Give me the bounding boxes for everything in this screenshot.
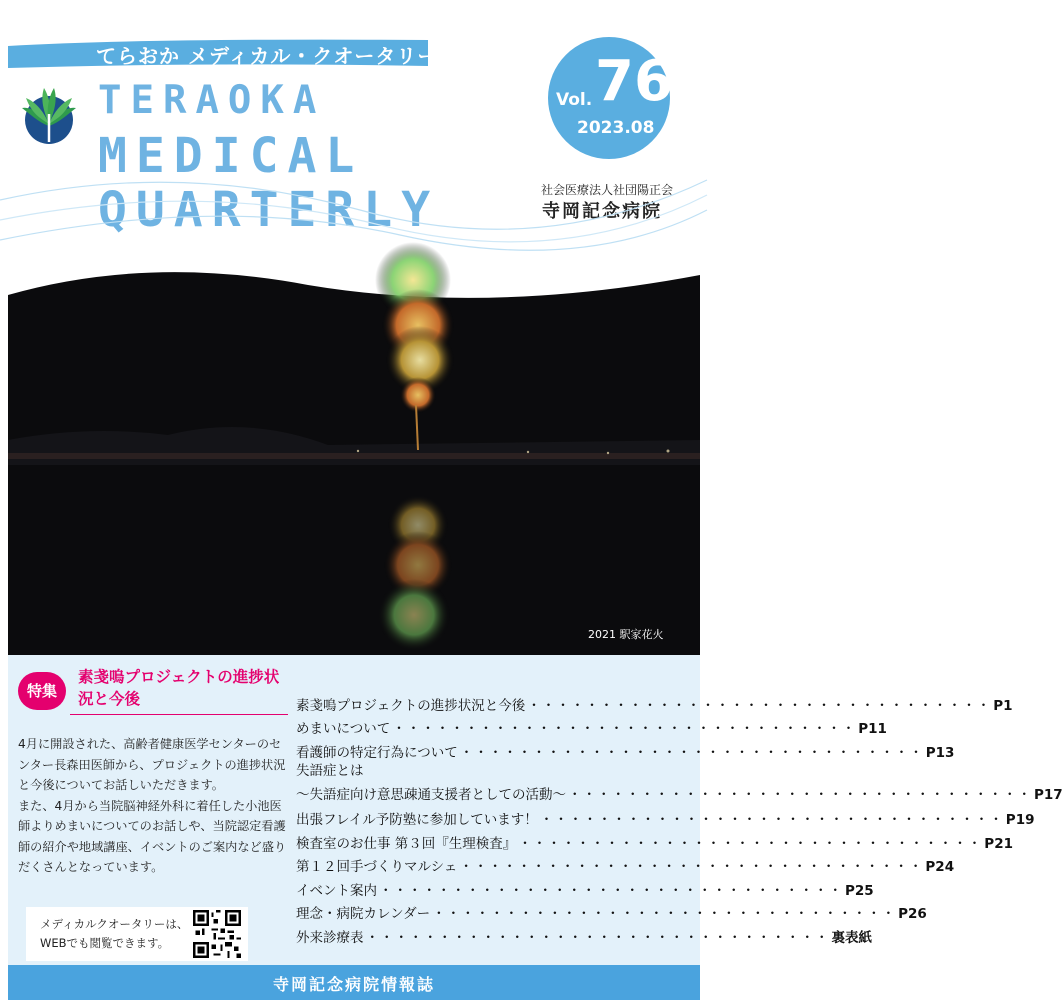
toc-item-title: イベント案内 (296, 882, 377, 899)
issue-date: 2023.08 (577, 118, 655, 138)
toc-leader: ・・・・・・・・・・・・・・・・・・・・・・・・・・・・・・・・ (459, 744, 924, 761)
feature-paragraph-1: 4月に開設された、高齢者健康医学センターのセンター長森田医師から、プロジェクトの進捗状況と今後についてお話しいただきます。 (18, 737, 286, 792)
volume-label: Vol. (556, 90, 593, 110)
toc-item-subtitle: 〜失語症向け意思疎通支援者としての活動〜 (296, 786, 566, 803)
toc-item-page: 裏表紙 (831, 929, 872, 946)
toc-item[interactable] (296, 737, 955, 761)
toc-leader: ・・・・・・・・・・・・・・・・・・・・・・・・・・・・・・・・ (365, 929, 830, 946)
toc-item[interactable] (296, 875, 874, 899)
cover-photo-fireworks (8, 255, 700, 655)
feature-paragraph-2: また、4月から当院脳神経外科に着任した小池医師よりめまいについてのお話しや、当院認定看護師の紹介や地域講座、イベントのご案内など盛りだくさんとなっています。 (18, 798, 287, 874)
table-of-contents (296, 690, 1063, 946)
toc-item[interactable] (296, 899, 927, 923)
feature-badge: 特集 (18, 672, 66, 710)
qr-code-icon[interactable] (193, 910, 241, 958)
web-notice-line-2: WEBでも閲覧できます。 (40, 936, 170, 950)
web-notice-text (40, 915, 190, 953)
toc-item[interactable] (296, 805, 1035, 829)
toc-item[interactable] (296, 714, 887, 738)
toc-leader: ・・・・・・・・・・・・・・・・・・・・・・・・・・・・・・・・ (432, 906, 897, 922)
toc-item-page: P17 (1034, 786, 1063, 803)
toc-item-title: 外来診療表 (296, 929, 364, 946)
title-line-medical: MEDICAL (98, 128, 364, 184)
toc-item[interactable] (296, 761, 1063, 805)
toc-item-title: 失語症とは (296, 762, 364, 779)
toc-item-page: P1 (993, 697, 1013, 714)
toc-item[interactable] (296, 922, 872, 946)
toc-item[interactable] (296, 690, 1013, 714)
toc-item[interactable] (296, 828, 1013, 852)
toc-item-title: 検査室のお仕事 第３回『生理検査』 (296, 835, 517, 852)
toc-item[interactable] (296, 852, 955, 876)
feature-description (18, 734, 293, 878)
toc-item-page: P21 (984, 835, 1013, 852)
web-notice-line-1: メディカルクオータリーは、 (40, 917, 189, 931)
toc-item-title: 素戔嗚プロジェクトの進捗状況と今後 (296, 697, 526, 714)
toc-leader: ・・・・・・・・・・・・・・・・・・・・・・・・・・・・・・・・ (379, 882, 843, 899)
title-line-teraoka: TERAOKA (98, 78, 326, 123)
photo-caption: 2021 駅家花火 (588, 628, 664, 641)
toc-leader: ・・・・・・・・・・・・・・・・・・・・・・・・・・・・・・・・ (518, 835, 983, 852)
kana-title: てらおか メディカル・クオータリー (96, 44, 439, 68)
toc-item-title: 理念・病院カレンダー (296, 906, 431, 922)
toc-item-title: 出張フレイル予防塾に参加しています！ (296, 812, 538, 828)
toc-leader: ・・・・・・・・・・・・・・・・・・・・・・・・・・・・・・・・ (527, 697, 992, 714)
toc-item-page: P26 (898, 906, 927, 922)
toc-item-page: P19 (1005, 812, 1035, 828)
title-line-quarterly: QUARTERLY (98, 182, 440, 238)
volume-number: 76 (595, 49, 673, 114)
feature-divider (70, 714, 288, 715)
decorative-waves (0, 140, 707, 260)
feature-title: 素戔嗚プロジェクトの進捗状況と今後 (78, 668, 280, 708)
organization-corporation: 社会医療法人社団陽正会 (541, 183, 674, 197)
toc-item-title: 第１２回手づくりマルシェ (296, 859, 458, 875)
toc-item-page: P11 (858, 721, 887, 737)
toc-item-page: P25 (845, 882, 874, 899)
toc-leader: ・・・・・・・・・・・・・・・・・・・・・・・・・・・・・・・・ (392, 721, 857, 737)
toc-item-title: 看護師の特定行為について (296, 744, 458, 761)
toc-leader: ・・・・・・・・・・・・・・・・・・・・・・・・・・・・・・・・ (568, 786, 1032, 803)
hospital-logo-icon (20, 84, 78, 146)
organization-name: 寺岡記念病院 (542, 201, 662, 222)
toc-item-page: P13 (925, 744, 955, 761)
toc-leader: ・・・・・・・・・・・・・・・・・・・・・・・・・・・・・・・・ (539, 812, 1004, 828)
toc-item-page: P24 (925, 859, 955, 875)
toc-leader: ・・・・・・・・・・・・・・・・・・・・・・・・・・・・・・・・ (459, 859, 924, 875)
footer-text: 寺岡記念病院情報誌 (272, 975, 435, 994)
toc-item-title: めまいについて (296, 721, 391, 737)
